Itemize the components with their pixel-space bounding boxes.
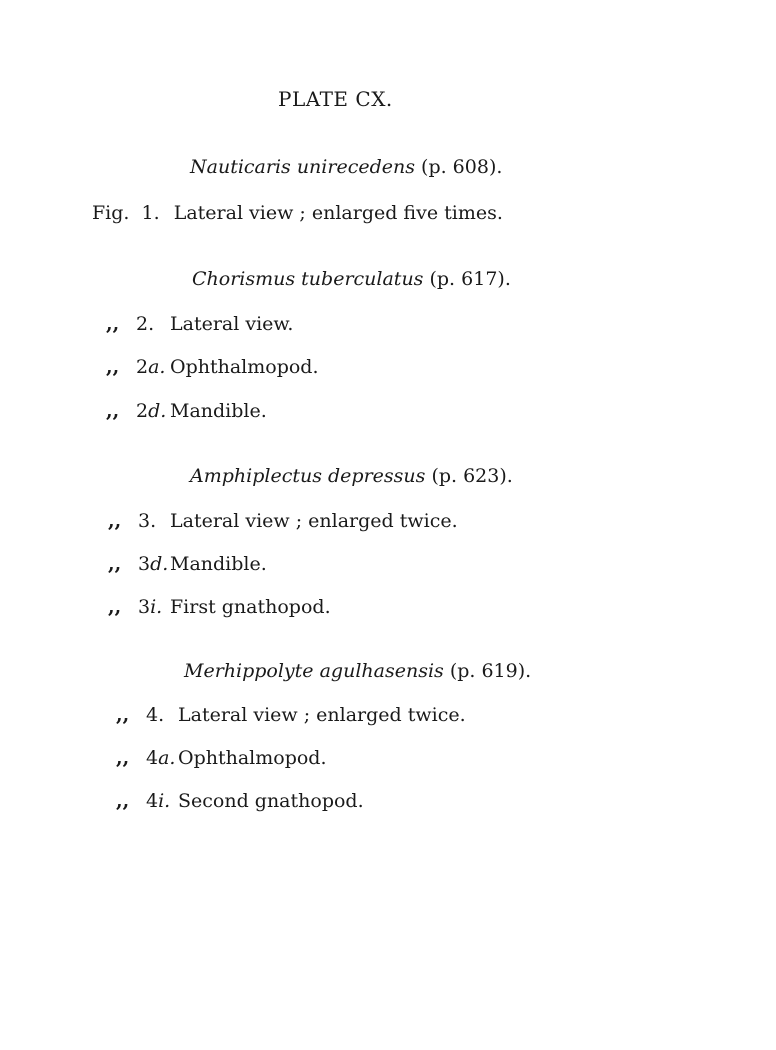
figure-caption: Ophthalmopod.: [170, 356, 319, 378]
figure-caption: Ophthalmopod.: [178, 747, 327, 769]
figure-caption: Mandible.: [170, 400, 267, 422]
species-name: Chorismus tuberculatus: [192, 268, 424, 290]
figure-caption: Lateral view ; enlarged twice.: [170, 510, 458, 532]
ditto-mark: ,,: [116, 790, 130, 812]
ditto-mark: ,,: [106, 356, 120, 378]
figure-caption: Lateral view.: [170, 313, 294, 335]
page-reference: (p. 608).: [421, 156, 503, 178]
ditto-mark: ,,: [106, 313, 120, 335]
figure-number: 3.: [138, 510, 157, 532]
page-reference: (p. 619).: [449, 660, 532, 682]
species-name: Merhippolyte agulhasensis: [184, 660, 444, 682]
figure-number: 2d.: [136, 400, 167, 422]
species-heading: [184, 660, 531, 682]
page-reference: (p. 623).: [431, 465, 513, 487]
figure-caption: Second gnathopod.: [178, 790, 364, 812]
figure-entry: [108, 510, 458, 532]
figure-caption: First gnathopod.: [170, 596, 331, 618]
figure-number: 3i.: [138, 596, 163, 618]
figure-entry: [116, 790, 364, 812]
figure-entry: [92, 202, 503, 224]
ditto-mark: ,,: [116, 747, 130, 769]
figure-number: 3d.: [138, 553, 169, 575]
ditto-mark: ,,: [116, 704, 130, 726]
figure-caption: Lateral view ; enlarged five times.: [173, 202, 503, 224]
ditto-mark: ,,: [108, 596, 122, 618]
figure-entry: [108, 553, 267, 575]
figure-entry: [106, 400, 267, 422]
figure-number: 1.: [141, 202, 160, 224]
figure-number: 2a.: [136, 356, 166, 378]
ditto-mark: ,,: [108, 510, 122, 532]
figure-number: 2.: [136, 313, 155, 335]
species-name: Nauticaris unirecedens: [190, 156, 415, 178]
ditto-mark: ,,: [108, 553, 122, 575]
page-reference: (p. 617).: [429, 268, 511, 290]
species-heading: [190, 156, 502, 178]
figure-caption: Lateral view ; enlarged twice.: [178, 704, 466, 726]
figure-entry: [106, 313, 293, 335]
figure-entry: [116, 704, 466, 726]
figure-prefix: Fig.: [92, 202, 130, 224]
species-heading: [192, 268, 511, 290]
plate-title: PLATE CX.: [278, 87, 393, 111]
figure-number: 4.: [146, 704, 165, 726]
figure-caption: Mandible.: [170, 553, 267, 575]
figure-entry: [108, 596, 331, 618]
figure-entry: [116, 747, 327, 769]
ditto-mark: ,,: [106, 400, 120, 422]
figure-entry: [106, 356, 319, 378]
figure-number: 4i.: [146, 790, 171, 812]
figure-number: 4a.: [146, 747, 176, 769]
species-name: Amphiplectus depressus: [190, 465, 426, 487]
species-heading: [190, 465, 513, 487]
